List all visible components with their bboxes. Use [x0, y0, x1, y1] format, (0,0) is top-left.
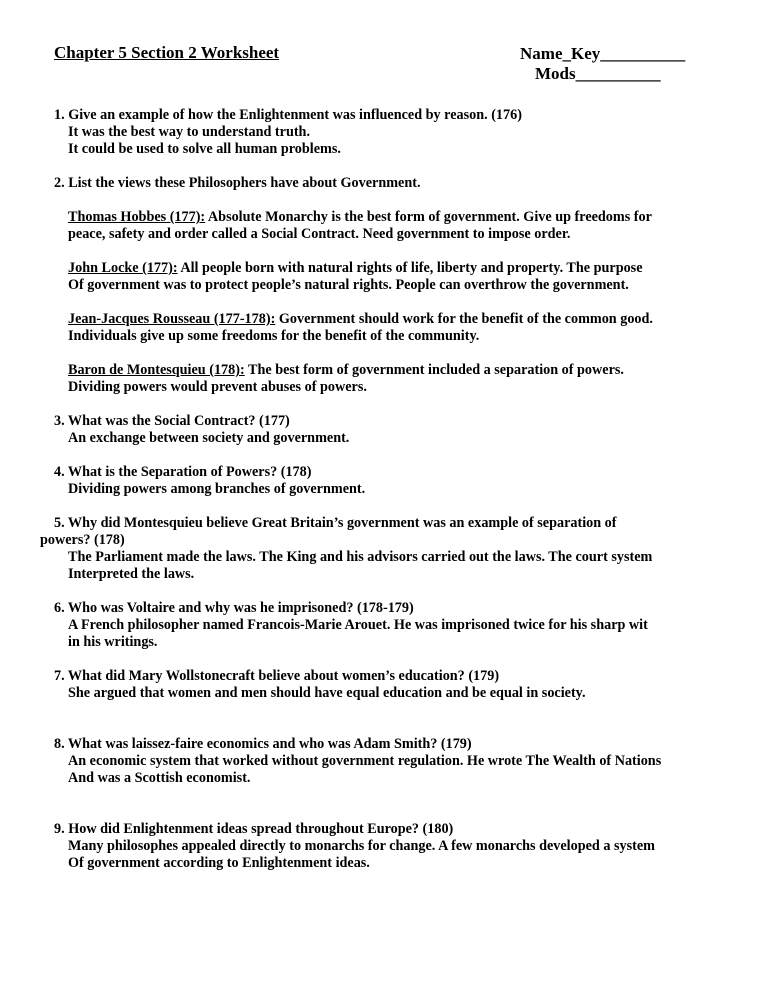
question-7 [54, 668, 714, 702]
answer-3: An exchange between society and government. [68, 430, 350, 446]
answer-5-line-1: The Parliament made the laws. The King and his advisors carried out the laws. The court system [68, 549, 653, 565]
question-1 [54, 107, 714, 158]
question-2-text: 2. List the views these Philosophers have about Government. [54, 175, 421, 191]
answer-8-line-2: And was a Scottish economist. [68, 770, 251, 786]
question-6 [54, 600, 714, 651]
answer-4: Dividing powers among branches of government. [68, 481, 366, 497]
hobbes-view-1: Absolute Monarchy is the best form of government. Give up freedoms for [205, 209, 652, 225]
name-field: Name_Key__________ [520, 44, 686, 63]
locke-view-1: All people born with natural rights of life, liberty and property. The purpose [177, 260, 643, 276]
philosopher-montesquieu [68, 362, 718, 396]
locke-view-2: Of government was to protect people’s natural rights. People can overthrow the government. [68, 277, 629, 293]
answer-9-line-2: Of government according to Enlightenment ideas. [68, 855, 370, 871]
question-5-text-1: 5. Why did Montesquieu believe Great Britain’s government was an example of separation of [54, 515, 617, 531]
montesquieu-name: Baron de Montesquieu (178): [68, 362, 245, 378]
question-8-text: 8. What was laissez-faire economics and who was Adam Smith? (179) [54, 736, 472, 752]
question-5 [40, 515, 714, 583]
answer-5-line-2: Interpreted the laws. [68, 566, 195, 582]
philosopher-hobbes [68, 209, 718, 243]
answer-8-line-1: An economic system that worked without government regulation. He wrote The Wealth of Nations [68, 753, 662, 769]
rousseau-view-1: Government should work for the benefit of the common good. [275, 311, 653, 327]
locke-name: John Locke (177): [68, 260, 178, 276]
answer-7: She argued that women and men should have equal education and be equal in society. [68, 685, 586, 701]
question-8 [54, 736, 714, 787]
question-7-text: 7. What did Mary Wollstonecraft believe about women’s education? (179) [54, 668, 500, 684]
question-4-text: 4. What is the Separation of Powers? (178) [54, 464, 312, 480]
rousseau-view-2: Individuals give up some freedoms for the benefit of the community. [68, 328, 480, 344]
answer-6-line-2: in his writings. [68, 634, 158, 650]
montesquieu-view-2: Dividing powers would prevent abuses of powers. [68, 379, 367, 395]
name-mods-block [520, 44, 700, 84]
question-2 [54, 175, 714, 192]
philosopher-locke [68, 260, 718, 294]
answer-9-line-1: Many philosophes appealed directly to monarchs for change. A few monarchs developed a system [68, 838, 655, 854]
hobbes-name: Thomas Hobbes (177): [68, 209, 206, 225]
question-6-text: 6. Who was Voltaire and why was he imprisoned? (178-179) [54, 600, 414, 616]
question-4 [54, 464, 714, 498]
montesquieu-view-1: The best form of government included a separation of powers. [244, 362, 624, 378]
question-3 [54, 413, 714, 447]
philosopher-rousseau [68, 311, 718, 345]
hobbes-view-2: peace, safety and order called a Social Contract. Need government to impose order. [68, 226, 571, 242]
answer-6-line-1: A French philosopher named Francois-Marie Arouet. He was imprisoned twice for his sharp wit [68, 617, 648, 633]
question-1-text: 1. Give an example of how the Enlightenment was influenced by reason. (176) [54, 107, 522, 123]
question-9-text: 9. How did Enlightenment ideas spread throughout Europe? (180) [54, 821, 454, 837]
answer-1-line-1: It was the best way to understand truth. [68, 124, 310, 140]
question-9 [54, 821, 714, 872]
mods-field: Mods__________ [535, 64, 661, 83]
question-5-text-2: powers? (178) [40, 532, 125, 548]
page-title: Chapter 5 Section 2 Worksheet [54, 43, 280, 62]
rousseau-name: Jean-Jacques Rousseau (177-178): [68, 311, 276, 327]
question-3-text: 3. What was the Social Contract? (177) [54, 413, 290, 429]
answer-1-line-2: It could be used to solve all human problems. [68, 141, 341, 157]
